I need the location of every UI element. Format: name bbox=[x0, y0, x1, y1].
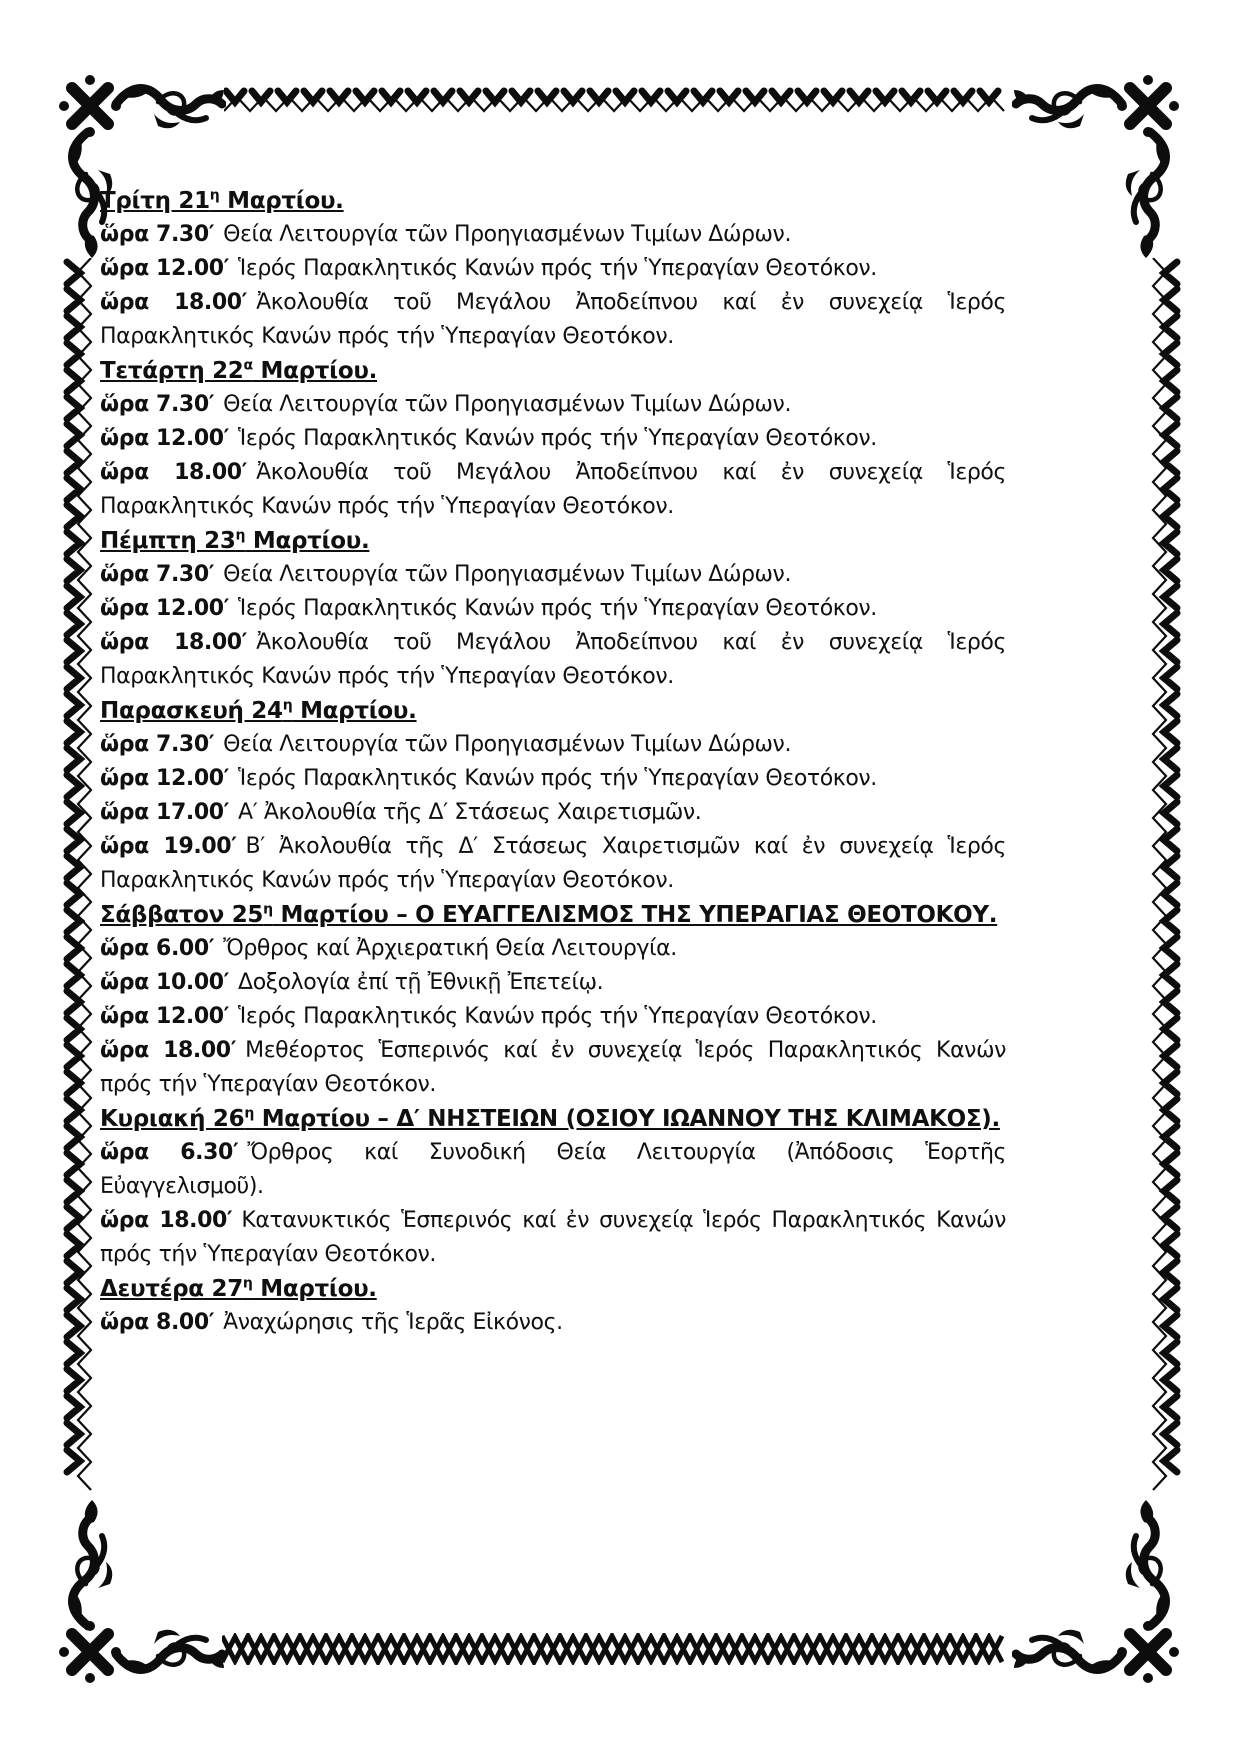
schedule-entry bbox=[100, 422, 1006, 456]
schedule-entry bbox=[100, 1000, 1006, 1034]
entry-time: ὥρα 18.00′ bbox=[100, 1038, 237, 1063]
day-heading: Πέμπτη $23^\eta$ Μαρτίου. bbox=[100, 527, 370, 554]
schedule-entry bbox=[100, 728, 1006, 762]
day-heading: Σάββατον $25^\eta$ Μαρτίου – Ο ΕΥΑΓΓΕΛΙΣΜΟΣ ΤΗΣ ΥΠΕΡΑΓΙΑΣ ΘΕΟΤΟΚΟΥ. bbox=[100, 901, 998, 928]
corner-ornament-bottom-left-icon bbox=[58, 1496, 226, 1684]
entry-text: Ἱερός Παρακλητικός Κανών πρός τήν Ὑπεραγίαν Θεοτόκον. bbox=[238, 256, 877, 281]
entry-text: Ἀκολουθία τοῦ Μεγάλου Ἀποδείπνου καί ἐν συνεχείᾳ Ἱερός Παρακλητικός Κανών πρός τήν Ὑπεραγίαν Θεοτόκον. bbox=[100, 460, 1006, 519]
date-ordinal-suffix: η bbox=[235, 527, 246, 544]
entry-text: Ὄρθρος καί Συνοδική Θεία Λειτουργία (Ἀπόδοσις Ἑορτῆς Εὐαγγελισμοῦ). bbox=[100, 1140, 1006, 1199]
entry-text: Ἀναχώρησις τῆς Ἱερᾶς Εἰκόνος. bbox=[223, 1310, 563, 1335]
schedule-entry bbox=[100, 558, 1006, 592]
entry-time: ὥρα 18.00′ bbox=[100, 460, 248, 485]
entry-text: Ἱερός Παρακλητικός Κανών πρός τήν Ὑπεραγίαν Θεοτόκον. bbox=[238, 596, 877, 621]
entry-time: ὥρα 8.00′ bbox=[100, 1310, 215, 1335]
schedule-entry bbox=[100, 932, 1006, 966]
entry-time: ὥρα 17.00′ bbox=[100, 800, 230, 825]
entry-time: ὥρα 7.30′ bbox=[100, 222, 215, 247]
day-section-monday-27 bbox=[100, 1272, 1006, 1340]
date-ordinal-suffix: η bbox=[282, 697, 293, 714]
day-section-friday-24 bbox=[100, 694, 1006, 898]
entry-time: ὥρα 7.30′ bbox=[100, 562, 215, 587]
day-section-thursday-23 bbox=[100, 524, 1006, 694]
date-ordinal-suffix: η bbox=[263, 901, 273, 918]
entry-text: Ἀκολουθία τοῦ Μεγάλου Ἀποδείπνου καί ἐν συνεχείᾳ Ἱερός Παρακλητικός Κανών πρός τήν Ὑπεραγίαν Θεοτόκον. bbox=[100, 630, 1006, 689]
date-ordinal-suffix: η bbox=[244, 1105, 254, 1122]
border-top-zigzag bbox=[224, 84, 1010, 116]
entry-time: ὥρα 12.00′ bbox=[100, 766, 230, 791]
schedule-entry bbox=[100, 762, 1006, 796]
entry-text: Α′ Ἀκολουθία τῆς Δ′ Στάσεως Χαιρετισμῶν. bbox=[238, 800, 702, 825]
entry-text: Κατανυκτικός Ἑσπερινός καί ἐν συνεχείᾳ Ἱερός Παρακλητικός Κανών πρός τήν Ὑπεραγίαν Θεοτόκον. bbox=[100, 1208, 1006, 1267]
entry-text: Θεία Λειτουργία τῶν Προηγιασμένων Τιμίων Δώρων. bbox=[223, 562, 792, 587]
entry-time: ὥρα 6.30′ bbox=[100, 1140, 239, 1165]
entry-time: ὥρα 18.00′ bbox=[100, 290, 248, 315]
corner-ornament-bottom-right-icon bbox=[1012, 1496, 1180, 1684]
date-ordinal-suffix: α bbox=[243, 357, 253, 374]
day-heading: Δευτέρα $27^\eta$ Μαρτίου. bbox=[100, 1275, 377, 1302]
entry-text: Ἱερός Παρακλητικός Κανών πρός τήν Ὑπεραγίαν Θεοτόκον. bbox=[238, 1004, 877, 1029]
day-section-sunday-26 bbox=[100, 1102, 1006, 1272]
schedule-entry bbox=[100, 830, 1006, 898]
entry-time: ὥρα 12.00′ bbox=[100, 426, 230, 451]
day-heading: Κυριακή $26^\eta$ Μαρτίου – Δ′ ΝΗΣΤΕΙΩΝ (ΟΣΙΟΥ ΙΩΑΝΝΟΥ ΤΗΣ ΚΛΙΜΑΚΟΣ). bbox=[100, 1105, 1000, 1132]
day-section-wednesday-22 bbox=[100, 354, 1006, 524]
day-heading: Παρασκευή $24^\eta$ Μαρτίου. bbox=[100, 697, 417, 724]
entry-text: Θεία Λειτουργία τῶν Προηγιασμένων Τιμίων Δώρων. bbox=[223, 222, 792, 247]
entry-time: ὥρα 18.00′ bbox=[100, 630, 248, 655]
entry-time: ὥρα 7.30′ bbox=[100, 732, 215, 757]
day-section-tuesday-21 bbox=[100, 184, 1006, 354]
entry-time: ὥρα 12.00′ bbox=[100, 256, 230, 281]
entry-text: Ἱερός Παρακλητικός Κανών πρός τήν Ὑπεραγίαν Θεοτόκον. bbox=[238, 426, 877, 451]
entry-time: ὥρα 18.00′ bbox=[100, 1208, 233, 1233]
date-ordinal-suffix: η bbox=[209, 187, 220, 204]
corner-ornament-top-right-icon bbox=[1012, 74, 1180, 262]
entry-time: ὥρα 12.00′ bbox=[100, 1004, 230, 1029]
border-right-zigzag bbox=[1144, 258, 1182, 1502]
schedule-entry bbox=[100, 456, 1006, 524]
entry-text: Θεία Λειτουργία τῶν Προηγιασμένων Τιμίων Δώρων. bbox=[223, 732, 792, 757]
day-heading: Τετάρτη $22^\alpha$ Μαρτίου. bbox=[100, 357, 378, 384]
schedule-entry bbox=[100, 626, 1006, 694]
entry-text: Β′ Ἀκολουθία τῆς Δ′ Στάσεως Χαιρετισμῶν καί ἐν συνεχείᾳ Ἱερός Παρακλητικός Κανών πρός τήν Ὑπεραγίαν Θεοτόκον. bbox=[100, 834, 1006, 893]
schedule-content bbox=[100, 184, 1006, 1340]
border-left-zigzag bbox=[62, 258, 100, 1502]
schedule-entry bbox=[100, 252, 1006, 286]
entry-text: Θεία Λειτουργία τῶν Προηγιασμένων Τιμίων Δώρων. bbox=[223, 392, 792, 417]
entry-text: Ὄρθρος καί Ἀρχιερατική Θεία Λειτουργία. bbox=[223, 936, 677, 961]
border-bottom-cross-stitch bbox=[222, 1633, 1004, 1665]
entry-time: ὥρα 12.00′ bbox=[100, 596, 230, 621]
day-section-saturday-25 bbox=[100, 898, 1006, 1102]
schedule-entry bbox=[100, 1034, 1006, 1102]
schedule-entry bbox=[100, 966, 1006, 1000]
day-heading: Τρίτη $21^\eta$ Μαρτίου. bbox=[100, 187, 344, 214]
schedule-entry bbox=[100, 1306, 1006, 1340]
date-ordinal-suffix: η bbox=[242, 1275, 253, 1292]
schedule-entry bbox=[100, 796, 1006, 830]
schedule-entry bbox=[100, 1204, 1006, 1272]
entry-time: ὥρα 10.00′ bbox=[100, 970, 230, 995]
entry-time: ὥρα 7.30′ bbox=[100, 392, 215, 417]
schedule-entry bbox=[100, 286, 1006, 354]
entry-text: Μεθέορτος Ἑσπερινός καί ἐν συνεχείᾳ Ἱερός Παρακλητικός Κανών πρός τήν Ὑπεραγίαν Θεοτόκον. bbox=[100, 1038, 1006, 1097]
entry-time: ὥρα 6.00′ bbox=[100, 936, 215, 961]
entry-text: Ἱερός Παρακλητικός Κανών πρός τήν Ὑπεραγίαν Θεοτόκον. bbox=[238, 766, 877, 791]
entry-text: Δοξολογία ἐπί τῇ Ἐθνικῇ Ἐπετείῳ. bbox=[238, 970, 604, 995]
entry-time: ὥρα 19.00′ bbox=[100, 834, 237, 859]
entry-text: Ἀκολουθία τοῦ Μεγάλου Ἀποδείπνου καί ἐν συνεχείᾳ Ἱερός Παρακλητικός Κανών πρός τήν Ὑπεραγίαν Θεοτόκον. bbox=[100, 290, 1006, 349]
schedule-entry bbox=[100, 592, 1006, 626]
schedule-entry bbox=[100, 388, 1006, 422]
schedule-entry bbox=[100, 218, 1006, 252]
schedule-entry bbox=[100, 1136, 1006, 1204]
